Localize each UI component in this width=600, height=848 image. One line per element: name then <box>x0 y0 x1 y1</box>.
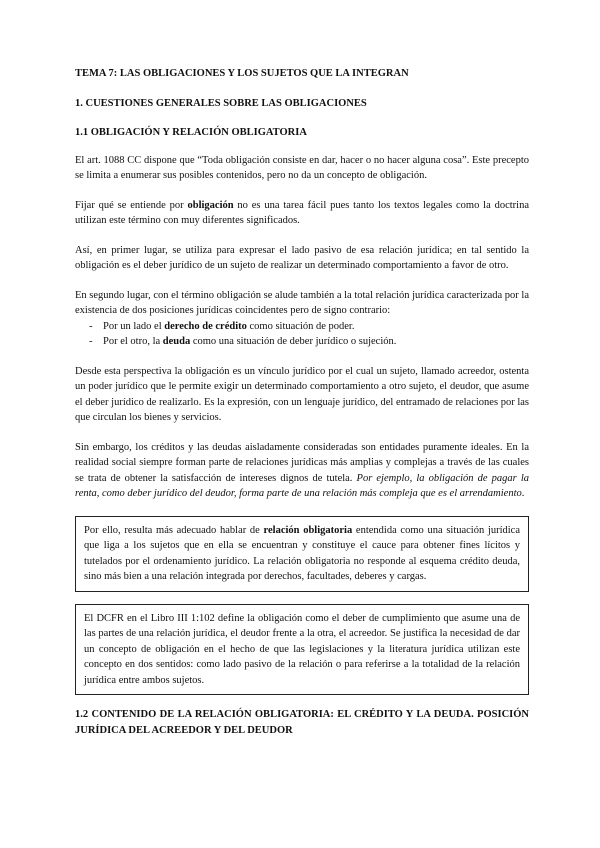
section-heading-1: 1. CUESTIONES GENERALES SOBRE LAS OBLIGACIONES <box>75 97 367 109</box>
text-run: Por el otro, la <box>103 336 163 347</box>
text-run: Por ello, resulta más adecuado hablar de <box>84 524 264 536</box>
text-run: no es una tarea fácil pues tanto los textos legales como la doctrina utilizan este término con muy diferentes significados. <box>75 199 529 226</box>
bold-term-relacion-obligatoria: relación obligatoria <box>263 524 353 536</box>
document-page <box>75 66 529 738</box>
box-paragraph: El DCFR en el Libro III 1:102 define la obligación como el deber de cumplimiento que asume una de las partes de una relación jurídica, el deudor frente a la otra, el acreedor. Se justifica la necesidad de dar un concepto de obligación en el hecho de que las legislaciones y la literatura jurídica utilizan este concepto en dos sentidos: como lado pasivo de la relación o para referirse a la totalidad de la relación jurídica entre ambos sujetos. <box>84 612 520 686</box>
box-paragraph <box>84 523 520 585</box>
list-item-deuda <box>75 334 529 350</box>
bold-term-deuda: deuda <box>162 336 191 347</box>
boxed-note-dcfr <box>75 604 529 696</box>
text-run: Fijar qué se entiende por <box>75 199 188 211</box>
boxed-note-relacion-obligatoria <box>75 516 529 592</box>
text-run: como situación de poder. <box>246 320 355 332</box>
document-title: TEMA 7: LAS OBLIGACIONES Y LOS SUJETOS QUE LA INTEGRAN <box>75 68 409 79</box>
paragraph-second-meaning: En segundo lugar, con el término obligación se alude también a la total relación jurídica caracterizada por la existencia de dos posiciones jurídicas coincidentes pero de signo contrario: <box>75 289 529 316</box>
section-heading-1-2: 1.2 CONTENIDO DE LA RELACIÓN OBLIGATORIA: EL CRÉDITO Y LA DEUDA. POSICIÓN JURÍDICA DEL ACREEDOR Y DEL DEUDOR <box>75 709 529 736</box>
text-run: como una situación de deber jurídico o sujeción. <box>190 336 397 347</box>
section-heading-1-1: 1.1 OBLIGACIÓN Y RELACIÓN OBLIGATORIA <box>75 127 307 138</box>
list-item-credito <box>75 319 529 335</box>
paragraph-relaciones-complejas <box>75 440 529 502</box>
paragraph-art-1088: El art. 1088 CC dispone que “Toda obligación consiste en dar, hacer o no hacer alguna cosa”. Este precepto se limita a enumerar sus posibles contenidos, pero no da un concepto de obligación. <box>75 154 529 181</box>
text-run: entendida como una situación jurídica que liga a los sujetos que en ella se encuentran y constituye el cauce para obtener fines lícitos y tutelados por el ordenamiento jurídico. La relación obligatoria no responde al esquema crédito deuda, sino más bien a una relación integrada por derechos, facultades, deberes y cargas. <box>84 524 520 582</box>
bold-term-derecho-de-credito: derecho de crédito <box>164 320 247 332</box>
text-run: . <box>521 488 525 499</box>
bold-term-obligacion: obligación <box>187 199 234 211</box>
text-run: Por un lado el <box>103 320 165 332</box>
paragraph-first-meaning: Así, en primer lugar, se utiliza para expresar el lado pasivo de esa relación jurídica; en tal sentido la obligación es el deber jurídico de un sujeto de realizar un determinado comportamiento a favor de otro. <box>75 244 529 271</box>
text-run: Sin embargo, los créditos y las deudas aisladamente consideradas son entidades puramente ideales. En la realidad social siempre forman parte de relaciones jurídicas más amplias y complejas a través de las cuales se trata de obtener la satisfacción de intereses dignos de tutela. <box>75 441 529 484</box>
paragraph-definition-difficulty <box>75 198 529 229</box>
italic-example: Por ejemplo, la obligación de pagar la renta, como deber jurídico del deudor, forma parte de una relación más compleja que es el arrendamiento <box>75 472 529 499</box>
paragraph-vinculo-juridico: Desde esta perspectiva la obligación es un vínculo jurídico por el cual un sujeto, llamado acreedor, ostenta un poder jurídico que le permite exigir un determinado comportamiento a otro sujeto, el deudor, que asume el deber jurídico de realizarlo. Es la expresión, con un lenguaje jurídico, del entramado de relaciones por las que circulan los bienes y servicios. <box>75 365 529 423</box>
positions-list <box>75 319 529 350</box>
